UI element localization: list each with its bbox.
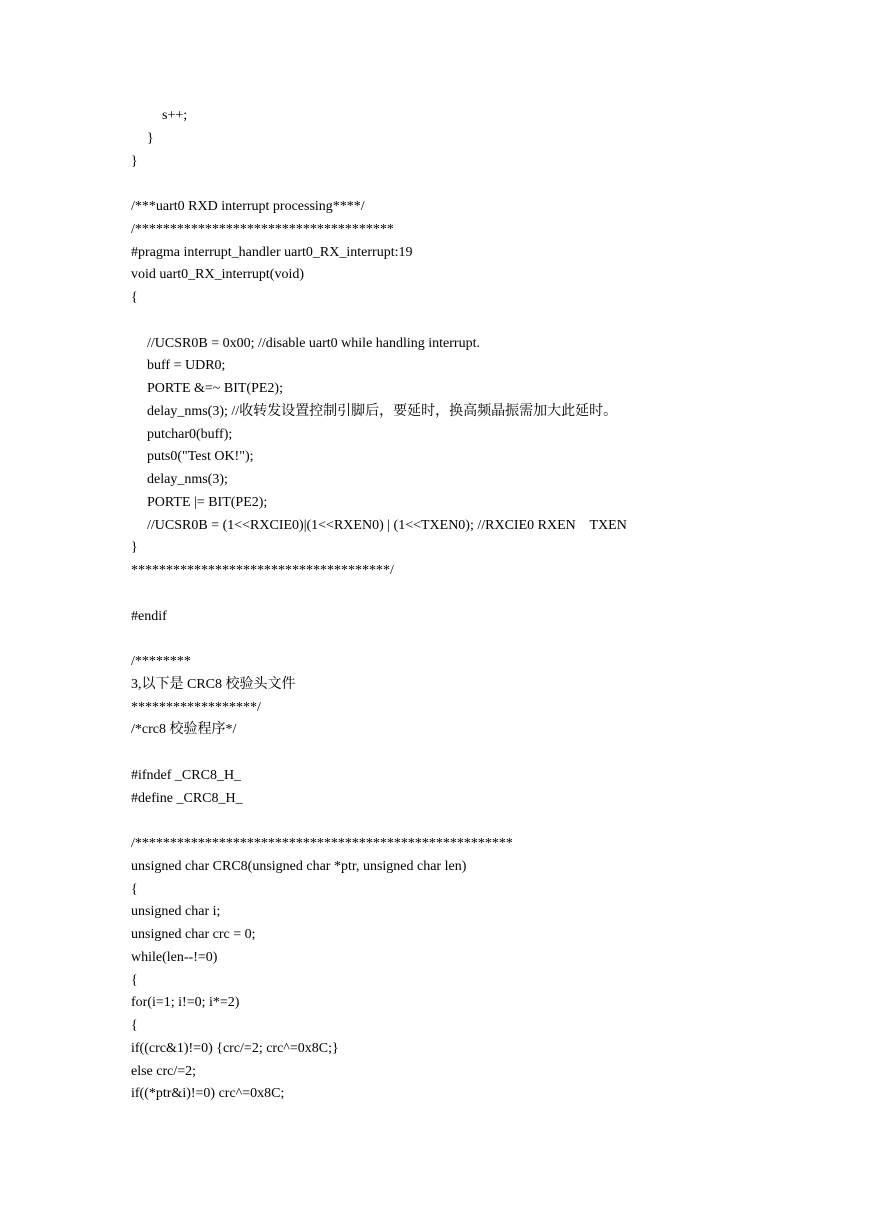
code-line: s++; [162, 108, 188, 123]
code-line: delay_nms(3); [147, 472, 228, 487]
code-line: PORTE |= BIT(PE2); [147, 494, 268, 510]
blank-line [131, 628, 851, 651]
code-line: putchar0(buff); [147, 426, 233, 442]
code-line: delay_nms(3); //收转发设置控制引脚后，要延时，换高频晶振需加大此延时。 [147, 403, 618, 419]
code-line: /******** [131, 654, 191, 669]
code-line: { [131, 972, 138, 988]
code-line: for(i=1; i!=0; i*=2) [131, 995, 240, 1011]
code-line: if((*ptr&i)!=0) crc^=0x8C; [131, 1086, 285, 1102]
code-line: while(len--!=0) [131, 949, 218, 965]
blank-line [131, 810, 851, 833]
code-line: buff = UDR0; [147, 358, 226, 374]
code-line: unsigned char CRC8(unsigned char *ptr, unsigned char len) [131, 858, 467, 874]
code-line: //UCSR0B = (1<<RXCIE0)|(1<<RXEN0) | (1<<TXEN0); //RXCIE0 RXEN TXEN [147, 517, 627, 533]
code-line: } [131, 540, 138, 556]
blank-line [131, 742, 851, 765]
code-line: void uart0_RX_interrupt(void) [131, 267, 305, 283]
code-line: PORTE &=~ BIT(PE2); [147, 381, 283, 396]
code-line: #define _CRC8_H_ [131, 790, 243, 806]
code-line: unsigned char i; [131, 904, 221, 920]
code-line: 3,以下是 CRC8 校验头文件 [131, 676, 296, 692]
code-line: /****************************************************** [131, 836, 513, 851]
code-line: *************************************/ [131, 563, 394, 578]
code-line: /***uart0 RXD interrupt processing****/ [131, 199, 365, 214]
blank-line [131, 583, 851, 606]
code-listing [131, 105, 851, 1106]
code-line: { [131, 1018, 138, 1033]
code-line: //UCSR0B = 0x00; //disable uart0 while handling interrupt. [147, 335, 480, 351]
blank-line [131, 173, 851, 196]
blank-line [131, 310, 851, 333]
code-line: ******************/ [131, 699, 261, 715]
code-line: { [131, 881, 138, 897]
code-line: if((crc&1)!=0) {crc/=2; crc^=0x8C;} [131, 1040, 339, 1056]
code-line: else crc/=2; [131, 1063, 197, 1079]
code-line: unsigned char crc = 0; [131, 927, 256, 942]
code-line: /*crc8 校验程序*/ [131, 722, 237, 738]
code-line: #endif [131, 608, 167, 624]
code-line: { [131, 290, 138, 305]
code-line: #pragma interrupt_handler uart0_RX_interrupt:19 [131, 244, 413, 260]
code-line: /************************************* [131, 221, 394, 237]
code-line: puts0("Test OK!"); [147, 449, 254, 465]
code-line: } [147, 130, 154, 146]
code-line: } [131, 153, 138, 169]
code-line: #ifndef _CRC8_H_ [131, 767, 242, 783]
